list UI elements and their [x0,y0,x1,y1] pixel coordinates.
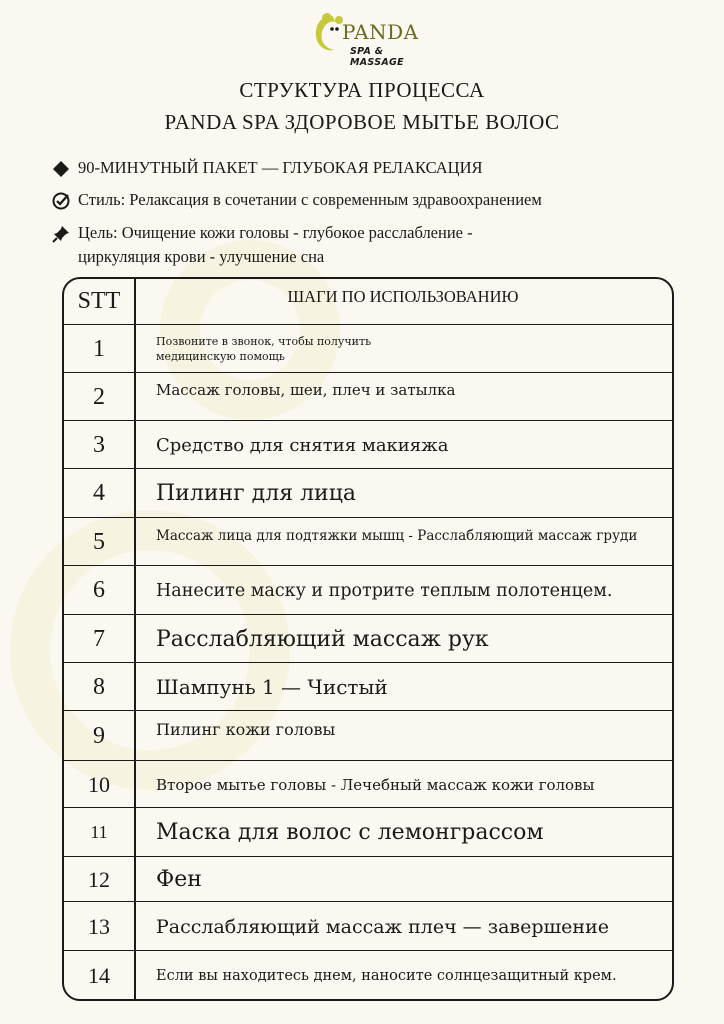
check-circle-icon [52,192,70,210]
table-row [64,760,672,808]
row-num: 6 [93,577,105,603]
row-num: 14 [88,962,110,988]
row-step: Маска для волос с лемонграссом [156,820,544,845]
header-num: STT [77,288,121,314]
table-header [64,279,672,324]
row-step: Если вы находитесь днем, наносите солнцезащитный крем. [156,967,617,984]
table-row [64,324,672,373]
header-steps: ШАГИ ПО ИСПОЛЬЗОВАНИЮ [287,287,519,306]
style-text: Стиль: Релаксация в сочетании с современным здравоохранением [78,190,542,209]
row-step: Пилинг кожи головы [156,720,336,739]
pushpin-icon [52,225,70,243]
diamond-icon [52,160,70,178]
page-title: СТРУКТУРА ПРОЦЕССА [239,78,485,102]
table-row [64,901,672,951]
table-row [64,807,672,857]
table-row [64,950,672,1000]
row-num: 2 [93,383,105,410]
page-subtitle: PANDA SPA ЗДОРОВОЕ МЫТЬЕ ВОЛОС [164,110,560,134]
row-step: Расслабляющий массаж плеч — завершение [156,915,609,938]
table-row [64,468,672,518]
row-num: 4 [93,480,105,506]
row-num: 7 [93,625,105,652]
table-row [64,710,672,761]
row-num: 8 [93,673,105,700]
row-step: Массаж головы, шеи, плеч и затылка [156,381,456,399]
row-step: Пилинг для лица [156,481,356,506]
table-row [64,517,672,566]
row-step: Средство для снятия макияжа [156,434,449,456]
steps-table [62,277,674,1001]
row-step: Фен [156,867,202,892]
package-text: 90-МИНУТНЫЙ ПАКЕТ — ГЛУБОКАЯ РЕЛАКСАЦИЯ [78,158,483,177]
row-step: Шампунь 1 — Чистый [156,675,388,699]
table-row [64,420,672,469]
brand-logo [312,10,424,66]
brand-subtitle: SPA & MASSAGE [350,46,404,68]
row-num: 3 [93,431,105,458]
row-num: 10 [88,771,110,797]
row-num: 1 [93,335,105,362]
row-num: 9 [93,722,105,749]
row-num: 13 [88,913,110,939]
row-step: Расслабляющий массаж рук [156,626,489,652]
brand-name: PANDA [342,20,419,44]
row-num: 11 [90,822,108,842]
goal-text-line2: циркуляция крови - улучшение сна [78,247,325,266]
table-row [64,372,672,421]
goal-text-line1: Цель: Очищение кожи головы - глубокое расслабление - [78,223,473,242]
row-step: Второе мытье головы - Лечебный массаж кожи головы [156,775,595,794]
table-row [64,662,672,711]
table-row [64,856,672,902]
row-step: Массаж лица для подтяжки мышц - Расслабляющий массаж груди [156,528,638,544]
row-step: Позвоните в звонок, чтобы получить медицинскую помощь [156,335,372,363]
row-step: Нанесите маску и протрите теплым полотенцем. [156,580,613,601]
row-num: 5 [93,528,105,555]
table-row [64,565,672,615]
row-num: 12 [88,866,110,892]
table-row [64,614,672,663]
